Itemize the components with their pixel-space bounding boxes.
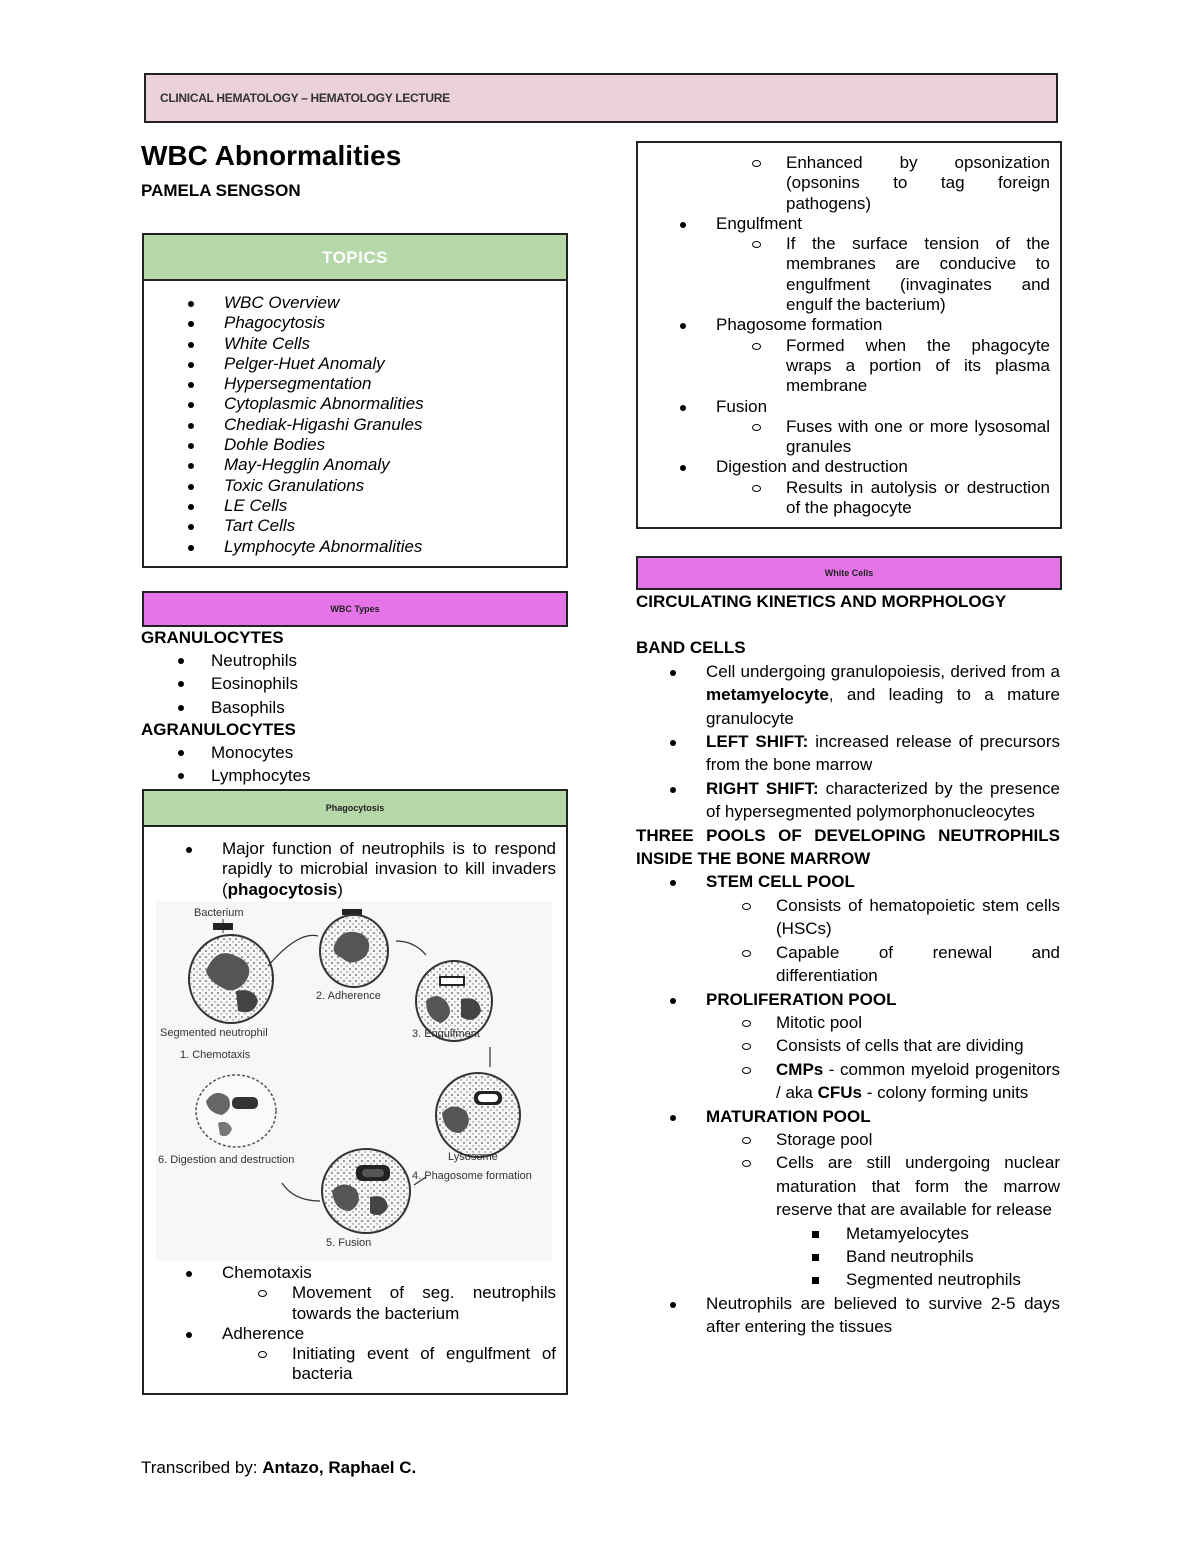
mat-2-text: Cells are still undergoing nuclear maturation that form the marrow reserve that are available for release (776, 1153, 1060, 1220)
step-item (222, 1263, 556, 1324)
agranulocyte-item: Lymphocytes (211, 764, 311, 787)
pool-detail: Consists of hematopoietic stem cells (HSCs) (776, 894, 1060, 941)
pools-heading: THREE POOLS OF DEVELOPING NEUTROPHILS INSIDE THE BONE MARROW (636, 825, 1060, 869)
step-name: Engulfment (716, 213, 802, 233)
cfus-bold: CFUs (817, 1083, 862, 1103)
label-bacterium: Bacterium (194, 907, 244, 919)
step-item (716, 214, 1050, 315)
step-detail: Formed when the phagocyte wraps a portion of its plasma membrane (786, 335, 1050, 396)
label-adherence: 2. Adherence (316, 990, 381, 1002)
mat-pool-label: MATURATION POOL (706, 1106, 871, 1126)
opsonization-note: Enhanced by opsonization (opsonins to tag foreign pathogens) (786, 153, 1050, 213)
step-detail: Fuses with one or more lysosomal granules (786, 416, 1050, 457)
mat-cell-item: Band neutrophils (846, 1245, 1060, 1268)
step-name: Fusion (716, 396, 768, 416)
stem-pool-label: STEM CELL POOL (706, 872, 855, 892)
mat-cell-item: Segmented neutrophils (846, 1268, 1060, 1291)
topics-heading: TOPICS (144, 235, 566, 281)
footer-label: Transcribed by: (141, 1458, 258, 1477)
phagocytosis-band: Phagocytosis (144, 791, 566, 827)
step-item (716, 457, 1050, 518)
pool-detail: Mitotic pool (776, 1011, 1060, 1034)
label-digestion: 6. Digestion and destruction (158, 1154, 295, 1166)
phagocytosis-continued (716, 153, 1050, 518)
topic-item: Chediak-Higashi Granules (224, 414, 423, 434)
topic-item: Hypersegmentation (224, 374, 424, 394)
granulocytes-heading: GRANULOCYTES (141, 628, 284, 647)
band-text: Cell undergoing granulopoiesis, derived from a (706, 661, 1060, 681)
topics-box (142, 233, 568, 568)
cfus-text: - colony forming units (862, 1083, 1029, 1103)
band-cells-heading: BAND CELLS (636, 638, 746, 658)
label-phagosome: 4. Phagosome formation (412, 1170, 532, 1182)
topic-item: White Cells (224, 334, 424, 354)
phagocytosis-continued-box (636, 141, 1062, 529)
page-title: WBC Abnormalities (141, 140, 402, 171)
step-name: Digestion and destruction (716, 457, 908, 477)
label-chemotaxis: 1. Chemotaxis (180, 1049, 251, 1061)
author-name: PAMELA SENGSON (141, 181, 301, 200)
pool-item (706, 1105, 1060, 1292)
left-shift-text: increased release of precursors from the bone marrow (706, 732, 1060, 775)
transcriber-name: Antazo, Raphael C. (262, 1458, 417, 1477)
step-item (222, 1324, 556, 1385)
white-cells-band: White Cells (636, 556, 1062, 590)
footer (141, 1458, 416, 1478)
intro-bold: phagocytosis (227, 879, 338, 899)
phagocytosis-steps (222, 1263, 556, 1385)
topic-item: Dohle Bodies (224, 435, 424, 455)
agranulocytes-heading: AGRANULOCYTES (141, 719, 296, 739)
pool-detail: Capable of renewal and differentiation (776, 941, 1060, 988)
topic-item: Cytoplasmic Abnormalities (224, 394, 424, 414)
label-lysosome: Lysosome (448, 1151, 498, 1163)
right-shift-label: RIGHT SHIFT: (706, 778, 819, 798)
phagocytosis-box (142, 789, 568, 1395)
topic-item: Toxic Granulations (224, 476, 424, 496)
pool-item (706, 870, 1060, 987)
step-name: Phagosome formation (716, 315, 883, 335)
step-detail: If the surface tension of the membranes are conducive to engulfment (invaginates and engulf the bacterium) (786, 234, 1050, 315)
white-cells-section (636, 590, 1060, 1339)
label-segmented: Segmented neutrophil (160, 1027, 268, 1039)
pool-detail (776, 1058, 1060, 1105)
pool-item (706, 988, 1060, 1105)
step-name: Chemotaxis (222, 1263, 312, 1282)
band-text-post: , and leading to a mature granulocyte (706, 685, 1060, 728)
course-header (144, 73, 1058, 123)
wbc-types-section (141, 627, 311, 787)
course-header-label: CLINICAL HEMATOLOGY – HEMATOLOGY LECTURE (160, 91, 450, 105)
wbc-types-band: WBC Types (142, 591, 568, 627)
step-detail: Movement of seg. neutrophils towards the bacterium (292, 1283, 556, 1323)
fusion-cell (322, 1149, 410, 1233)
topic-item: Tart Cells (224, 516, 424, 536)
step-detail: Initiating event of engulfment of bacteria (292, 1344, 556, 1384)
pool-detail: Consists of cells that are dividing (776, 1034, 1060, 1057)
topic-item: LE Cells (224, 496, 424, 516)
phagocytosis-intro-item (222, 839, 556, 900)
label-engulfment: 3. Engulfment (412, 1028, 480, 1040)
metamyelocyte-bold: metamyelocyte (706, 685, 829, 705)
right-shift-text: characterized by the presence of hypersegmented polymorphonucleocytes (706, 778, 1060, 822)
topic-item: WBC Overview (224, 293, 424, 313)
step-detail: Results in autolysis or destruction of the phagocyte (786, 477, 1050, 518)
phagocytosis-intro (222, 839, 556, 900)
topic-item: Pelger-Huet Anomaly (224, 354, 424, 374)
agranulocyte-item: Monocytes (211, 741, 311, 764)
granulocyte-item: Eosinophils (211, 672, 311, 695)
pool-detail (776, 1151, 1060, 1291)
granulocyte-item: Neutrophils (211, 649, 311, 672)
topic-item: Phagocytosis (224, 313, 424, 333)
intro-close: ) (337, 879, 343, 899)
step-item (716, 315, 1050, 396)
topic-item: May-Hegglin Anomaly (224, 455, 424, 475)
prolif-pool-label: PROLIFERATION POOL (706, 989, 897, 1009)
topics-list (224, 293, 424, 557)
left-shift-label: LEFT SHIFT: (706, 732, 809, 752)
phagosome-cell (436, 1073, 520, 1157)
phagocytosis-diagram (156, 901, 552, 1261)
bacterium-shape (213, 923, 233, 930)
cmps-text: - common myeloid progenitors / aka (776, 1059, 1060, 1103)
digestion-cell (196, 1075, 276, 1147)
label-fusion: 5. Fusion (326, 1237, 372, 1249)
segmented-neutrophil-cell (189, 935, 273, 1023)
band-cell-item (706, 660, 1060, 730)
band-cell-item (706, 730, 1060, 777)
step-name: Adherence (222, 1323, 305, 1343)
intro-text: Major function of neutrophils is to respond rapidly to microbial invasion to kill invaders ( (222, 839, 556, 899)
pool-detail: Storage pool (776, 1128, 1060, 1151)
kinetics-heading: CIRCULATING KINETICS AND MORPHOLOGY (636, 592, 1007, 611)
mat-cell-item: Metamyelocytes (846, 1222, 1060, 1245)
survive-item: Neutrophils are believed to survive 2-5 days after entering the tissues (706, 1292, 1060, 1339)
cmps-bold: CMPs (776, 1059, 824, 1079)
step-item (716, 397, 1050, 458)
granulocyte-item: Basophils (211, 696, 311, 719)
band-cell-item (706, 777, 1060, 824)
topic-item: Lymphocyte Abnormalities (224, 536, 423, 556)
